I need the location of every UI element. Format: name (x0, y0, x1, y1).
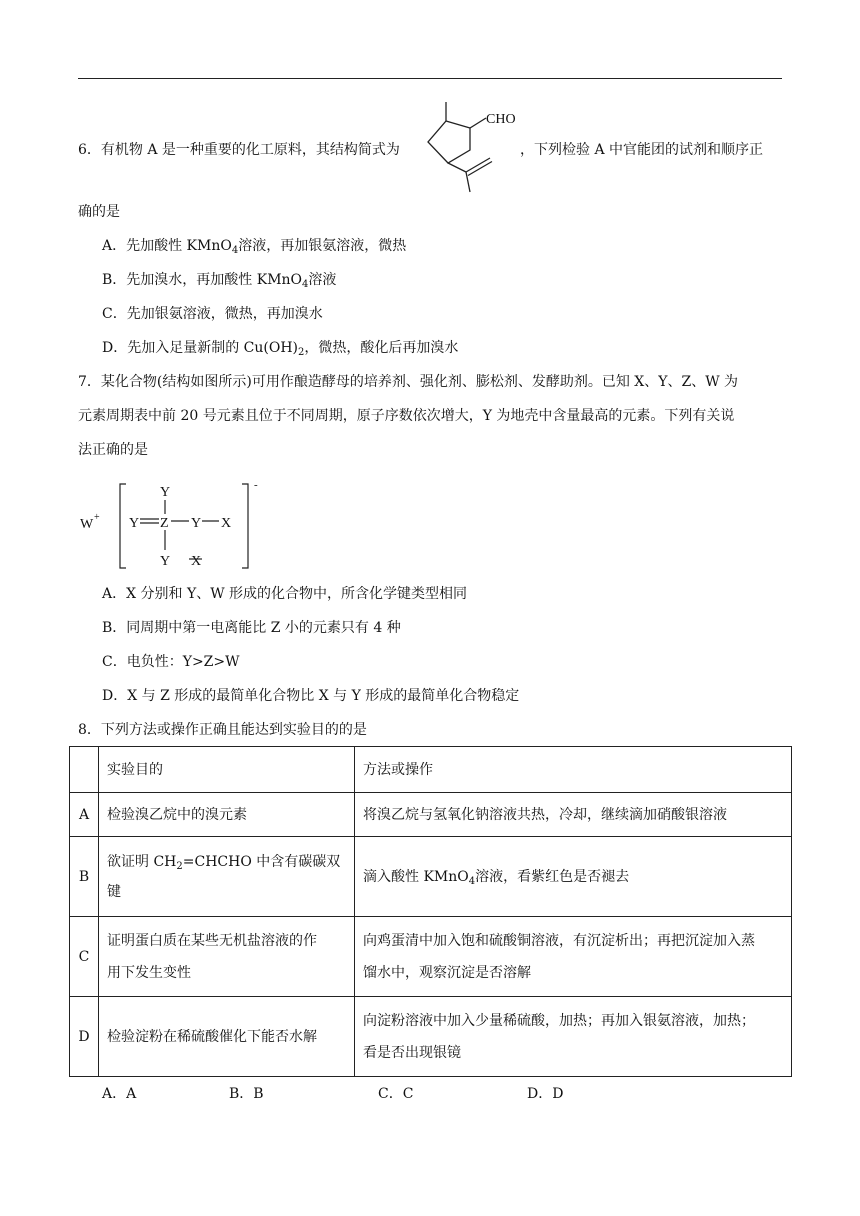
q8-option-b: B．B (229, 1086, 264, 1102)
row-purpose-part: =CHCHO 中含有碳碳双 (182, 853, 341, 870)
q6-option-a (102, 236, 406, 256)
q6-option-b-text1: B．先加溴水，再加酸性 KMnO (102, 272, 303, 288)
q7-atom-bottom-x: X (191, 554, 202, 569)
table-header-row (70, 747, 792, 793)
q6-option-b-text2: 溶液 (308, 272, 337, 288)
row-method-part: 滴入酸性 KMnO (363, 868, 469, 885)
q6-option-c: C．先加银氨溶液，微热，再加溴水 (102, 306, 323, 322)
q6-option-a-text2: 溶液，再加银氨溶液，微热 (238, 238, 407, 254)
row-purpose (99, 837, 355, 917)
row-purpose: 检验溴乙烷中的溴元素 (99, 793, 355, 837)
header-rule (78, 78, 782, 79)
q6-stem-cont: 确的是 (78, 204, 120, 220)
q8-option-c: C．C (378, 1086, 414, 1102)
table-header-cell: 方法或操作 (355, 747, 792, 793)
row-purpose-sub: 2 (176, 860, 183, 872)
row-label: B (70, 837, 99, 917)
row-purpose-part: 证明蛋白质在某些无机盐溶液的作 (107, 932, 317, 949)
row-method (355, 997, 792, 1077)
table-row (70, 793, 792, 837)
q6-stem-after: ，下列检验 A 中官能团的试剂和顺序正 (520, 142, 764, 158)
q7-option-b: B．同周期中第一电离能比 Z 小的元素只有 4 种 (102, 620, 401, 636)
q6-option-d-text2: ，微热，酸化后再加溴水 (304, 340, 459, 356)
row-method-sub: 4 (468, 875, 476, 887)
q6-structure (420, 100, 530, 196)
row-method-part: 溶液，看紫红色是否褪去 (475, 868, 630, 885)
q6-stem (78, 140, 400, 160)
row-purpose-part: 欲证明 CH (107, 853, 177, 870)
q6-option-d-text1: D．先加入足量新制的 Cu(OH) (102, 340, 299, 356)
q7-cation-charge: + (94, 512, 100, 523)
row-purpose-part: 用下发生变性 (107, 964, 191, 981)
q8-table (69, 746, 792, 1077)
row-label: C (70, 917, 99, 997)
q7-atom-bottom-y: Y (160, 554, 171, 569)
q7-cation: W (80, 517, 94, 532)
row-method (355, 837, 792, 917)
q7-atom-left: Y (129, 516, 140, 531)
q6-option-a-text1: A．先加酸性 KMnO (102, 238, 232, 254)
q7-atom-top: Y (160, 485, 171, 500)
q7-structure (76, 478, 276, 574)
row-method-part: 向鸡蛋清中加入饱和硫酸铜溶液，有沉淀析出；再把沉淀加入蒸 (363, 932, 755, 949)
q6-option-d-sub: 2 (298, 347, 305, 358)
q7-stem-line1: 7．某化合物(结构如图所示)可用作酿造酵母的培养剂、强化剂、膨松剂、发酵助剂。已知 X、Y、Z、W 为 (78, 374, 739, 390)
table-row (70, 837, 792, 917)
q8-option-a: A．A (102, 1086, 137, 1102)
row-method-part: 馏水中，观察沉淀是否溶解 (363, 964, 531, 981)
q6-stem-text: 6．有机物 A 是一种重要的化工原料，其结构简式为 (78, 142, 400, 158)
table-row (70, 997, 792, 1077)
row-method-part: 看是否出现银镜 (363, 1044, 461, 1061)
q7-option-c: C．电负性：Y>Z>W (102, 654, 240, 670)
q6-option-d (102, 338, 458, 358)
q6-option-a-sub: 4 (231, 245, 239, 256)
table-row (70, 917, 792, 997)
row-label: D (70, 997, 99, 1077)
q7-stem-line2: 元素周期表中前 20 号元素且位于不同周期，原子序数依次增大，Y 为地壳中含量最高的元素。下列有关说 (78, 408, 735, 424)
q7-stem-line3: 法正确的是 (78, 442, 148, 458)
table-header-cell: 实验目的 (99, 747, 355, 793)
row-method: 将溴乙烷与氢氧化钠溶液共热，冷却，继续滴加硝酸银溶液 (355, 793, 792, 837)
row-purpose (99, 917, 355, 997)
row-method (355, 917, 792, 997)
q7-atom-right-x: X (221, 516, 232, 531)
q7-option-d: D．X 与 Z 形成的最简单化合物比 X 与 Y 形成的最简单化合物稳定 (102, 688, 520, 704)
q7-atom-right-y: Y (191, 516, 202, 531)
q7-atom-center: Z (160, 516, 169, 531)
q6-option-b-sub: 4 (302, 279, 309, 290)
row-purpose-part: 键 (107, 883, 121, 900)
q6-structure-label: CHO (486, 112, 516, 127)
q8-option-d: D．D (527, 1086, 564, 1102)
q8-stem: 8．下列方法或操作正确且能达到实验目的的是 (78, 722, 367, 738)
q7-anion-charge: - (254, 479, 258, 491)
row-method-part: 向淀粉溶液中加入少量稀硫酸，加热；再加入银氨溶液，加热； (363, 1012, 755, 1029)
row-purpose: 检验淀粉在稀硫酸催化下能否水解 (99, 997, 355, 1077)
table-header-cell (70, 747, 99, 793)
q7-option-a: A．X 分别和 Y、W 形成的化合物中，所含化学键类型相同 (102, 586, 468, 602)
q6-option-b (102, 270, 336, 290)
row-label: A (70, 793, 99, 837)
